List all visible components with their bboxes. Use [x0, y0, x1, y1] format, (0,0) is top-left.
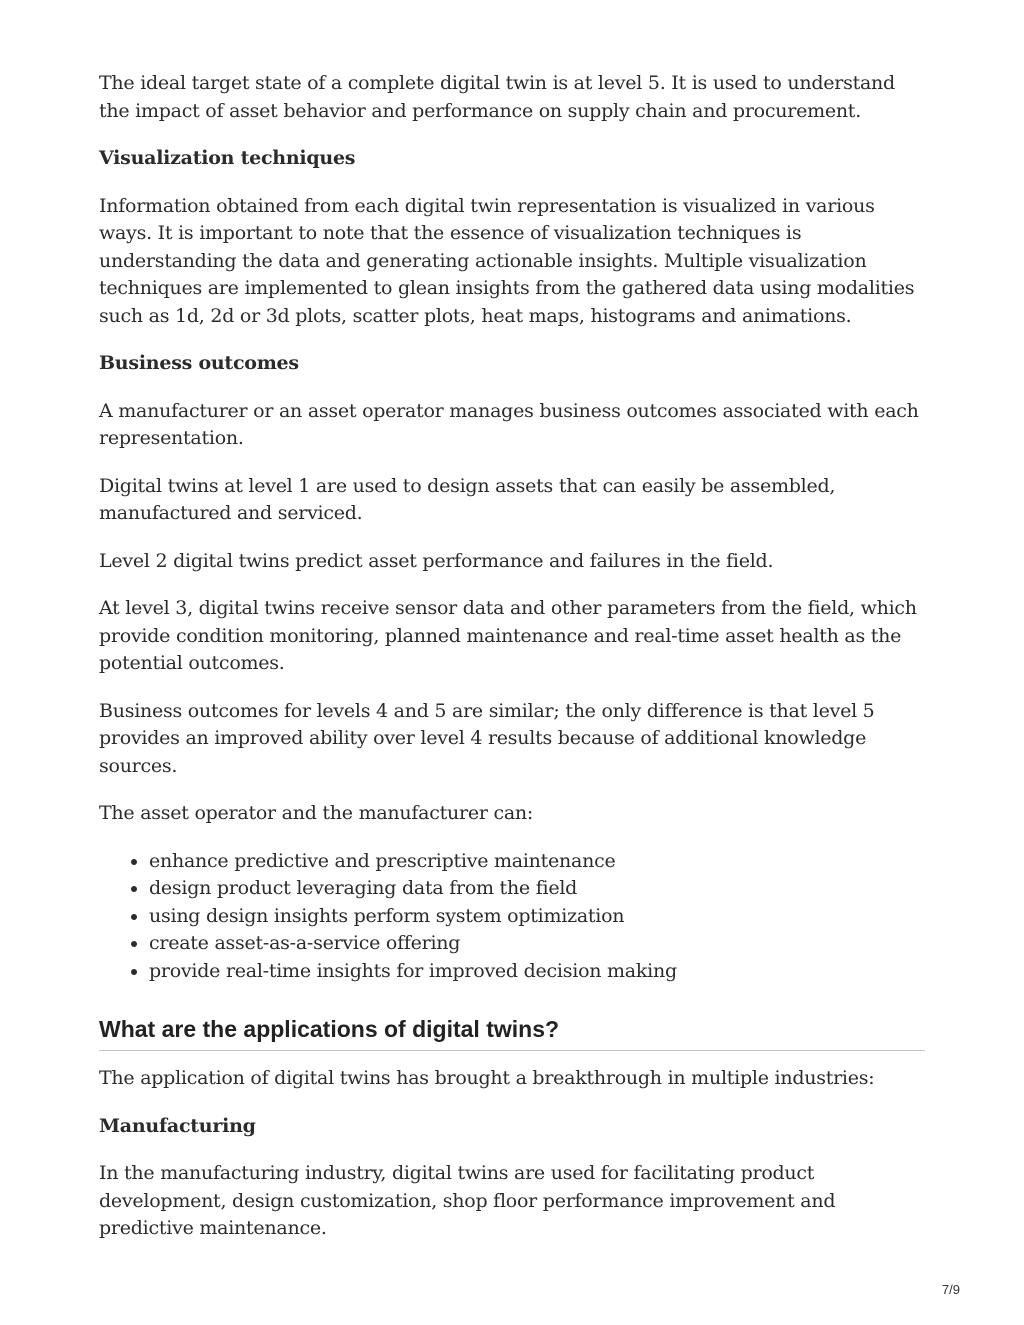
business-paragraph: Level 2 digital twins predict asset performance and failures in the field. [99, 549, 774, 572]
business-paragraph: At level 3, digital twins receive sensor data and other parameters from the field, which provide condition monitoring, planned maintenance and real-time asset health as the potential outcomes. [99, 597, 917, 674]
visualization-heading: Visualization techniques [99, 147, 356, 169]
outcomes-bullet-list [99, 848, 925, 986]
applications-intro-paragraph: The application of digital twins has brought a breakthrough in multiple industries: [99, 1067, 875, 1089]
page-number: 7/9 [941, 1282, 960, 1297]
bullet-item: • enhance predictive and prescriptive maintenance [149, 848, 925, 876]
bullet-item: • provide real-time insights for improved decision making [149, 958, 925, 986]
business-outcomes-heading: Business outcomes [99, 352, 299, 374]
business-paragraph: Digital twins at level 1 are used to design assets that can easily be assembled, manufactured and serviced. [99, 474, 836, 524]
bullet-item: • create asset-as-a-service offering [149, 930, 925, 958]
business-paragraph: The asset operator and the manufacturer can: [99, 802, 534, 824]
manufacturing-heading: Manufacturing [99, 1114, 256, 1137]
business-paragraph: Business outcomes for levels 4 and 5 are similar; the only difference is that level 5 provides an improved ability over level 4 results because of additional knowledge sources. [99, 699, 875, 777]
bullet-item: • using design insights perform system optimization [149, 903, 925, 931]
intro-paragraph: The ideal target state of a complete digital twin is at level 5. It is used to understand the impact of asset behavior and performance on supply chain and procurement. [99, 72, 895, 122]
visualization-paragraph: Information obtained from each digital twin representation is visualized in various ways. It is important to note that the essence of visualization techniques is understanding the data and generating actionable insights. Multiple visualization techniques are implemented to glean insights from the gathered data using modalities such as 1d, 2d or 3d plots, scatter plots, heat maps, histograms and animations. [99, 194, 915, 327]
business-paragraph: A manufacturer or an asset operator manages business outcomes associated with each representation. [99, 399, 919, 449]
applications-section-heading: What are the applications of digital twins? [99, 1014, 925, 1051]
document-body [99, 70, 925, 1263]
bullet-item: • design product leveraging data from the field [149, 875, 925, 903]
manufacturing-paragraph: In the manufacturing industry, digital twins are used for facilitating product development, design customization, shop floor performance improvement and predictive maintenance. [99, 1162, 836, 1239]
